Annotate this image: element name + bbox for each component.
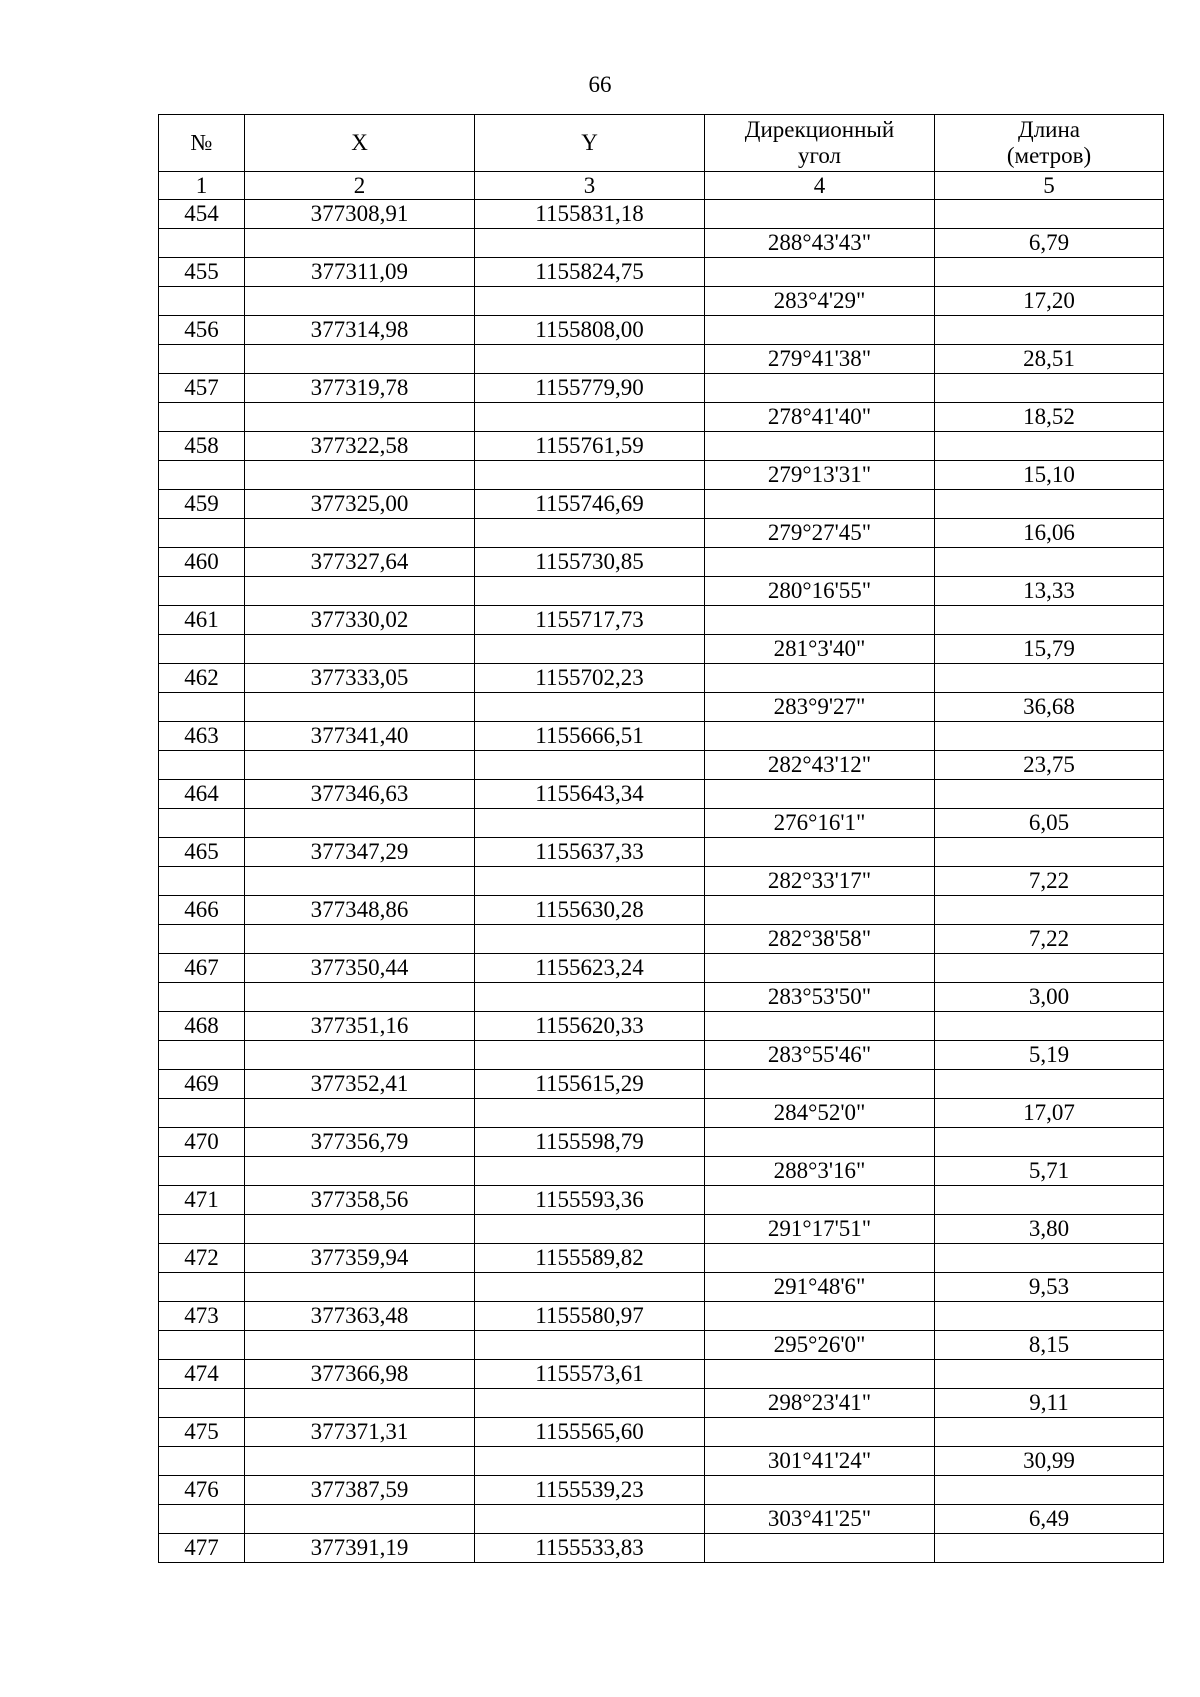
column-number-row [159,172,1164,200]
x-coordinate-cell: 377308,91 [245,200,475,229]
column-number: 5 [935,172,1164,200]
point-number-cell [159,925,245,954]
y-coordinate-cell [475,867,705,896]
length-cell: 23,75 [935,751,1164,780]
x-coordinate-cell [245,1099,475,1128]
length-cell: 7,22 [935,925,1164,954]
bearing-cell [705,954,935,983]
y-coordinate-cell: 1155643,34 [475,780,705,809]
point-number-cell: 459 [159,490,245,519]
length-cell [935,1070,1164,1099]
y-coordinate-cell: 1155637,33 [475,838,705,867]
table-row [159,374,1164,403]
header-length-label: Длина (метров) [1006,117,1092,168]
y-coordinate-cell [475,287,705,316]
length-cell: 6,79 [935,229,1164,258]
y-coordinate-cell [475,461,705,490]
bearing-cell: 276°16'1" [705,809,935,838]
length-cell [935,1476,1164,1505]
length-cell: 15,10 [935,461,1164,490]
x-coordinate-cell: 377348,86 [245,896,475,925]
length-cell [935,1534,1164,1563]
bearing-cell: 303°41'25" [705,1505,935,1534]
x-coordinate-cell [245,635,475,664]
bearing-cell [705,432,935,461]
y-coordinate-cell: 1155580,97 [475,1302,705,1331]
header-bearing-label: Дирекционный угол [744,117,895,168]
y-coordinate-cell: 1155717,73 [475,606,705,635]
x-coordinate-cell: 377391,19 [245,1534,475,1563]
x-coordinate-cell: 377351,16 [245,1012,475,1041]
table-row [159,432,1164,461]
point-number-cell [159,867,245,896]
point-number-cell [159,1157,245,1186]
x-coordinate-cell [245,461,475,490]
point-number-cell [159,1099,245,1128]
bearing-cell [705,490,935,519]
x-coordinate-cell [245,751,475,780]
point-number-cell [159,461,245,490]
length-cell [935,316,1164,345]
y-coordinate-cell: 1155746,69 [475,490,705,519]
length-cell: 7,22 [935,867,1164,896]
point-number-cell: 461 [159,606,245,635]
table-row [159,838,1164,867]
point-number-cell [159,1041,245,1070]
bearing-cell [705,1244,935,1273]
y-coordinate-cell [475,1157,705,1186]
table-row [159,345,1164,374]
table-row [159,490,1164,519]
point-number-cell: 455 [159,258,245,287]
table-row [159,1012,1164,1041]
point-number-cell [159,1273,245,1302]
y-coordinate-cell [475,751,705,780]
point-number-cell: 463 [159,722,245,751]
table-row [159,1128,1164,1157]
table-row [159,1331,1164,1360]
length-cell [935,374,1164,403]
bearing-cell: 283°53'50" [705,983,935,1012]
x-coordinate-cell: 377371,31 [245,1418,475,1447]
table-row [159,751,1164,780]
header-x: X [245,115,475,172]
point-number-cell: 464 [159,780,245,809]
bearing-cell [705,1128,935,1157]
table-row [159,1389,1164,1418]
table-row [159,403,1164,432]
point-number-cell [159,1447,245,1476]
x-coordinate-cell [245,1331,475,1360]
bearing-cell: 295°26'0" [705,1331,935,1360]
table-row [159,258,1164,287]
point-number-cell [159,1215,245,1244]
bearing-cell: 281°3'40" [705,635,935,664]
table-row [159,925,1164,954]
table-row [159,809,1164,838]
table-row [159,780,1164,809]
bearing-cell: 278°41'40" [705,403,935,432]
point-number-cell: 471 [159,1186,245,1215]
point-number-cell: 477 [159,1534,245,1563]
length-cell [935,954,1164,983]
point-number-cell [159,983,245,1012]
y-coordinate-cell [475,809,705,838]
bearing-cell [705,1070,935,1099]
length-cell [935,1302,1164,1331]
y-coordinate-cell: 1155620,33 [475,1012,705,1041]
point-number-cell [159,1505,245,1534]
y-coordinate-cell [475,1331,705,1360]
table-row [159,896,1164,925]
x-coordinate-cell [245,287,475,316]
point-number-cell: 472 [159,1244,245,1273]
point-number-cell: 457 [159,374,245,403]
y-coordinate-cell: 1155593,36 [475,1186,705,1215]
x-coordinate-cell [245,925,475,954]
x-coordinate-cell: 377341,40 [245,722,475,751]
table-row [159,577,1164,606]
y-coordinate-cell: 1155539,23 [475,1476,705,1505]
bearing-cell: 280°16'55" [705,577,935,606]
y-coordinate-cell: 1155533,83 [475,1534,705,1563]
bearing-cell: 279°13'31" [705,461,935,490]
table-row [159,1186,1164,1215]
table-row [159,693,1164,722]
x-coordinate-cell: 377311,09 [245,258,475,287]
y-coordinate-cell: 1155615,29 [475,1070,705,1099]
y-coordinate-cell: 1155589,82 [475,1244,705,1273]
length-cell: 9,53 [935,1273,1164,1302]
x-coordinate-cell [245,1157,475,1186]
table-row [159,1244,1164,1273]
length-cell [935,548,1164,577]
length-cell: 17,07 [935,1099,1164,1128]
x-coordinate-cell: 377356,79 [245,1128,475,1157]
length-cell: 16,06 [935,519,1164,548]
table-row [159,548,1164,577]
length-cell: 9,11 [935,1389,1164,1418]
length-cell [935,1186,1164,1215]
x-coordinate-cell: 377358,56 [245,1186,475,1215]
y-coordinate-cell: 1155808,00 [475,316,705,345]
table-row [159,983,1164,1012]
bearing-cell [705,722,935,751]
length-cell: 8,15 [935,1331,1164,1360]
x-coordinate-cell [245,1273,475,1302]
length-cell: 6,49 [935,1505,1164,1534]
bearing-cell: 283°4'29" [705,287,935,316]
y-coordinate-cell [475,229,705,258]
length-cell: 30,99 [935,1447,1164,1476]
x-coordinate-cell: 377387,59 [245,1476,475,1505]
y-coordinate-cell: 1155623,24 [475,954,705,983]
x-coordinate-cell: 377333,05 [245,664,475,693]
bearing-cell [705,1012,935,1041]
x-coordinate-cell: 377319,78 [245,374,475,403]
table-row [159,316,1164,345]
y-coordinate-cell [475,1215,705,1244]
bearing-cell: 283°9'27" [705,693,935,722]
point-number-cell [159,403,245,432]
table-row [159,954,1164,983]
point-number-cell: 460 [159,548,245,577]
bearing-cell: 282°43'12" [705,751,935,780]
x-coordinate-cell: 377347,29 [245,838,475,867]
x-coordinate-cell: 377330,02 [245,606,475,635]
table-row [159,229,1164,258]
table-row [159,519,1164,548]
point-number-cell [159,287,245,316]
point-number-cell [159,751,245,780]
column-number: 1 [159,172,245,200]
table-row [159,606,1164,635]
x-coordinate-cell [245,403,475,432]
y-coordinate-cell: 1155730,85 [475,548,705,577]
y-coordinate-cell [475,1273,705,1302]
point-number-cell: 467 [159,954,245,983]
x-coordinate-cell [245,809,475,838]
table-row [159,1273,1164,1302]
table-row [159,1157,1164,1186]
point-number-cell [159,345,245,374]
bearing-cell [705,1302,935,1331]
y-coordinate-cell: 1155630,28 [475,896,705,925]
bearing-cell [705,200,935,229]
length-cell [935,200,1164,229]
y-coordinate-cell [475,693,705,722]
point-number-cell [159,1331,245,1360]
x-coordinate-cell: 377350,44 [245,954,475,983]
y-coordinate-cell [475,1447,705,1476]
x-coordinate-cell [245,519,475,548]
column-number: 2 [245,172,475,200]
point-number-cell: 474 [159,1360,245,1389]
length-cell [935,1418,1164,1447]
point-number-cell: 465 [159,838,245,867]
table-body [159,200,1164,1563]
length-cell [935,1244,1164,1273]
x-coordinate-cell [245,1215,475,1244]
length-cell: 36,68 [935,693,1164,722]
x-coordinate-cell: 377346,63 [245,780,475,809]
length-cell [935,258,1164,287]
bearing-cell: 284°52'0" [705,1099,935,1128]
length-cell [935,664,1164,693]
point-number-cell: 476 [159,1476,245,1505]
bearing-cell [705,1360,935,1389]
table-row [159,287,1164,316]
length-cell: 17,20 [935,287,1164,316]
point-number-cell: 473 [159,1302,245,1331]
table-row [159,1534,1164,1563]
table-row [159,1041,1164,1070]
length-cell [935,722,1164,751]
point-number-cell: 468 [159,1012,245,1041]
table-row [159,1099,1164,1128]
bearing-cell: 282°33'17" [705,867,935,896]
table-row [159,1215,1164,1244]
bearing-cell [705,606,935,635]
point-number-cell [159,229,245,258]
point-number-cell: 454 [159,200,245,229]
length-cell: 5,19 [935,1041,1164,1070]
bearing-cell [705,1418,935,1447]
bearing-cell [705,838,935,867]
length-cell: 13,33 [935,577,1164,606]
x-coordinate-cell [245,1389,475,1418]
y-coordinate-cell: 1155831,18 [475,200,705,229]
y-coordinate-cell [475,1389,705,1418]
bearing-cell [705,258,935,287]
table-row [159,867,1164,896]
length-cell [935,780,1164,809]
length-cell: 6,05 [935,809,1164,838]
bearing-cell: 282°38'58" [705,925,935,954]
column-number: 3 [475,172,705,200]
point-number-cell [159,635,245,664]
length-cell [935,1360,1164,1389]
y-coordinate-cell [475,635,705,664]
table-row [159,1476,1164,1505]
y-coordinate-cell [475,519,705,548]
header-y: Y [475,115,705,172]
table-row [159,1070,1164,1099]
x-coordinate-cell [245,867,475,896]
x-coordinate-cell [245,1505,475,1534]
table-row [159,635,1164,664]
bearing-cell [705,1476,935,1505]
table-row [159,1505,1164,1534]
x-coordinate-cell: 377359,94 [245,1244,475,1273]
point-number-cell: 475 [159,1418,245,1447]
bearing-cell: 283°55'46" [705,1041,935,1070]
length-cell: 18,52 [935,403,1164,432]
length-cell [935,1012,1164,1041]
x-coordinate-cell [245,983,475,1012]
point-number-cell: 470 [159,1128,245,1157]
table-row [159,664,1164,693]
x-coordinate-cell [245,577,475,606]
y-coordinate-cell: 1155666,51 [475,722,705,751]
bearing-cell: 279°27'45" [705,519,935,548]
length-cell [935,838,1164,867]
length-cell [935,896,1164,925]
bearing-cell: 298°23'41" [705,1389,935,1418]
point-number-cell [159,577,245,606]
length-cell: 15,79 [935,635,1164,664]
bearing-cell [705,374,935,403]
length-cell [935,1128,1164,1157]
table-row [159,1360,1164,1389]
table-row [159,1418,1164,1447]
bearing-cell [705,780,935,809]
y-coordinate-cell: 1155702,23 [475,664,705,693]
x-coordinate-cell [245,229,475,258]
point-number-cell [159,809,245,838]
y-coordinate-cell [475,983,705,1012]
header-bearing [705,115,935,172]
y-coordinate-cell: 1155573,61 [475,1360,705,1389]
table-header-row [159,115,1164,172]
point-number-cell: 469 [159,1070,245,1099]
y-coordinate-cell [475,925,705,954]
bearing-cell: 288°3'16" [705,1157,935,1186]
y-coordinate-cell [475,1099,705,1128]
x-coordinate-cell: 377325,00 [245,490,475,519]
table-row [159,722,1164,751]
length-cell [935,490,1164,519]
bearing-cell: 279°41'38" [705,345,935,374]
length-cell: 5,71 [935,1157,1164,1186]
y-coordinate-cell: 1155824,75 [475,258,705,287]
point-number-cell: 466 [159,896,245,925]
x-coordinate-cell [245,1447,475,1476]
point-number-cell [159,519,245,548]
length-cell: 28,51 [935,345,1164,374]
bearing-cell: 291°17'51" [705,1215,935,1244]
x-coordinate-cell: 377322,58 [245,432,475,461]
bearing-cell [705,1186,935,1215]
x-coordinate-cell: 377327,64 [245,548,475,577]
point-number-cell [159,1389,245,1418]
y-coordinate-cell: 1155761,59 [475,432,705,461]
y-coordinate-cell [475,345,705,374]
header-number: № [159,115,245,172]
y-coordinate-cell [475,577,705,606]
bearing-cell [705,548,935,577]
bearing-cell [705,316,935,345]
x-coordinate-cell: 377366,98 [245,1360,475,1389]
bearing-cell [705,1534,935,1563]
coordinates-table [158,114,1164,1563]
point-number-cell [159,693,245,722]
column-number: 4 [705,172,935,200]
bearing-cell: 291°48'6" [705,1273,935,1302]
table-row [159,200,1164,229]
x-coordinate-cell: 377363,48 [245,1302,475,1331]
length-cell [935,606,1164,635]
bearing-cell [705,896,935,925]
x-coordinate-cell [245,345,475,374]
bearing-cell [705,664,935,693]
x-coordinate-cell: 377352,41 [245,1070,475,1099]
point-number-cell: 462 [159,664,245,693]
page-number: 66 [588,72,612,97]
bearing-cell: 288°43'43" [705,229,935,258]
length-cell: 3,80 [935,1215,1164,1244]
x-coordinate-cell [245,1041,475,1070]
length-cell [935,432,1164,461]
y-coordinate-cell [475,1505,705,1534]
x-coordinate-cell [245,693,475,722]
y-coordinate-cell: 1155598,79 [475,1128,705,1157]
x-coordinate-cell: 377314,98 [245,316,475,345]
header-length [935,115,1164,172]
y-coordinate-cell [475,1041,705,1070]
y-coordinate-cell: 1155565,60 [475,1418,705,1447]
table-row [159,1302,1164,1331]
table-row [159,461,1164,490]
length-cell: 3,00 [935,983,1164,1012]
table-row [159,1447,1164,1476]
y-coordinate-cell [475,403,705,432]
point-number-cell: 456 [159,316,245,345]
point-number-cell: 458 [159,432,245,461]
bearing-cell: 301°41'24" [705,1447,935,1476]
y-coordinate-cell: 1155779,90 [475,374,705,403]
